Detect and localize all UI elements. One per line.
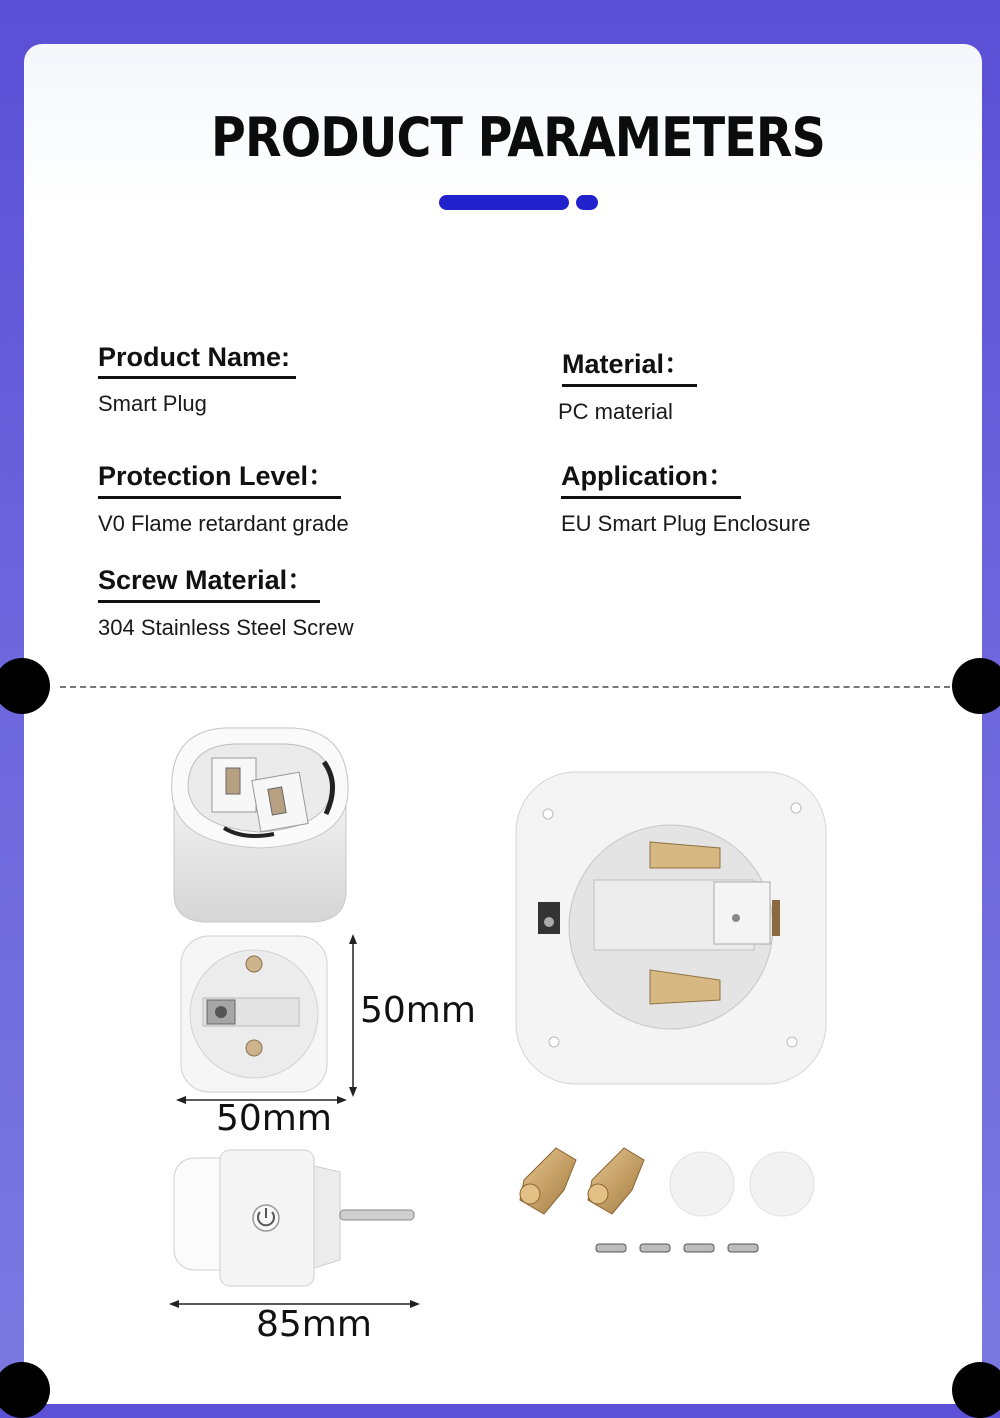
param-value: 304 Stainless Steel Screw [98,615,354,640]
param-label: Screw Material： [98,558,320,603]
product-card [24,44,982,1404]
left-notch [0,658,50,714]
param-value: EU Smart Plug Enclosure [561,511,811,536]
param-material [558,342,697,425]
param-application [561,454,810,537]
bottom-left-notch [0,1362,50,1418]
bottom-right-notch [952,1362,1000,1418]
dashed-divider [60,686,950,688]
title-underline-dot [576,195,598,210]
param-screw-material [98,558,354,641]
dimension-height-label: 50mm [360,990,476,1031]
plug-side-view [172,1144,422,1294]
param-label: Protection Level： [98,454,341,499]
param-value: Smart Plug [98,391,207,416]
accessory-parts [514,1140,824,1270]
enclosure-inner-view [514,770,828,1088]
dimension-width-label: 50mm [216,1098,332,1139]
dimension-depth-label: 85mm [256,1304,372,1345]
right-notch [952,658,1000,714]
socket-front-view [179,934,329,1094]
title-underline-bar [439,195,569,210]
dimension-arrows [24,44,25,45]
param-label: Product Name: [98,342,296,379]
enclosure-open-view [164,724,354,924]
param-label: Material： [562,342,697,387]
param-product-name [98,342,296,417]
param-value: PC material [558,399,673,424]
param-value: V0 Flame retardant grade [98,511,349,536]
page-title: PRODUCT PARAMETERS [211,106,825,169]
param-protection-level [98,454,349,537]
param-label: Application： [561,454,741,499]
